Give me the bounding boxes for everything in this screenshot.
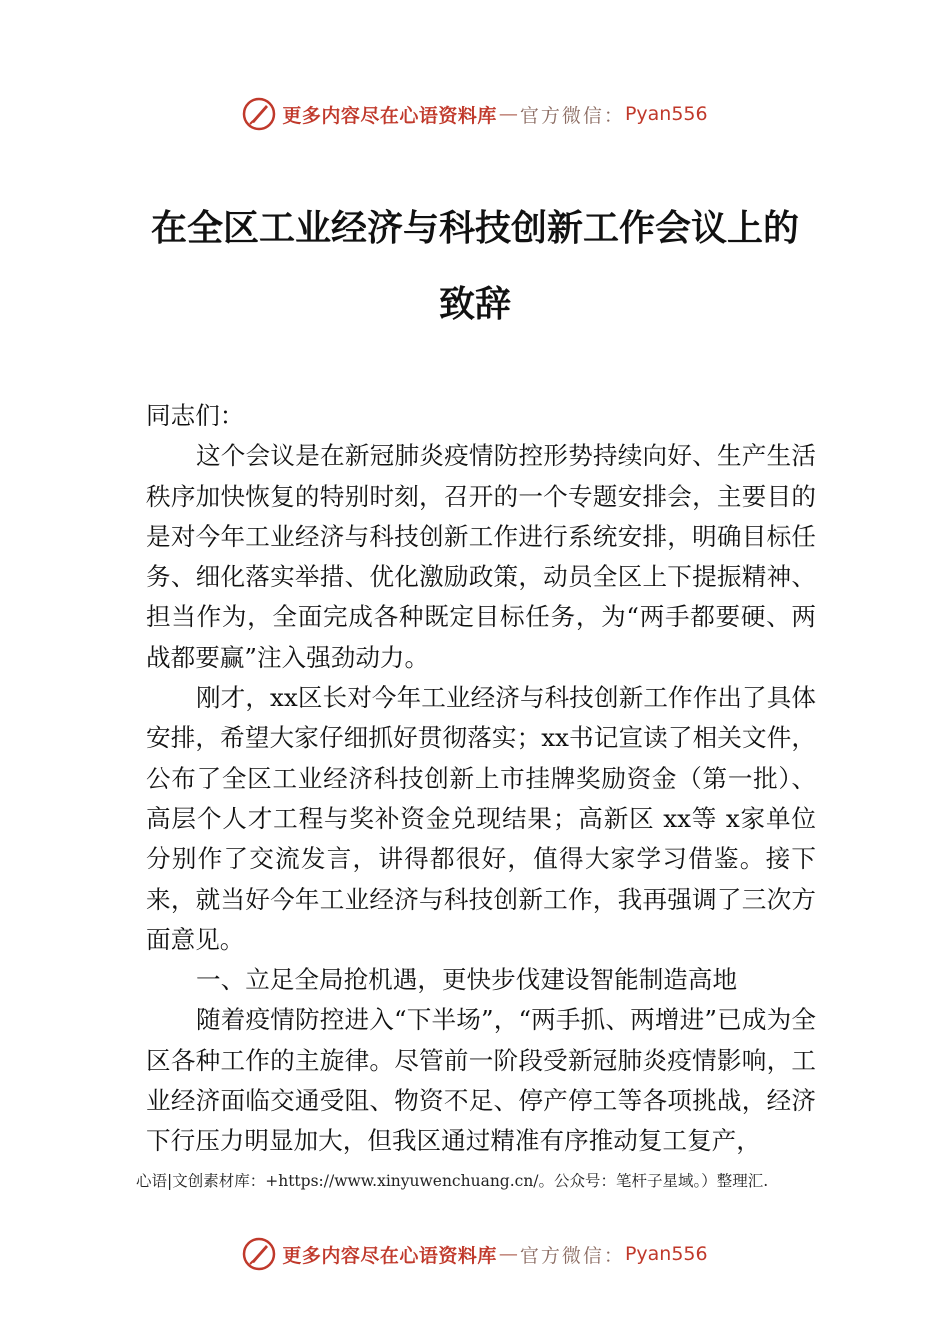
banner-slogan: 更多内容尽在心语资料库 [282,1244,497,1267]
paragraph-3: 随着疫情防控进入“下半场”，“两手抓、两增进”已成为全区各种工作的主旋律。尽管前一阶段受新冠肺炎疫情影响，工业经济面临交通受阻、物资不足、停产停工等各项挑战，经济下行压力明显加大，但我区通过精准有序推动复工复产， [146,1005,816,1156]
footer-source-note: 心语|文创素材库：+https://www.xinyuwenchuang.cn/。公众号：笔杆子星域。）整理汇. [136,1172,769,1190]
salutation: 同志们： [146,401,245,430]
banner-wechat-label: 官方微信： [519,104,625,127]
header-banner [0,92,950,136]
document-title-line1: 在全区工业经济与科技创新工作会议上的 [150,207,799,249]
footer-banner [0,1232,950,1276]
banner-dash: — [498,103,518,125]
paragraph-1: 这个会议是在新冠肺炎疫情防控形势持续向好、生产生活秩序加快恢复的特别时刻，召开的一个专题安排会，主要目的是对今年工业经济与科技创新工作进行系统安排，明确目标任务、细化落实举措、优化激励政策，动员全区上下提振精神、担当作为，全面完成各种既定目标任务，为“两手都要硬、两战都要赢”注入强劲动力。 [146,441,816,672]
banner-wechat-id: Pyan556 [624,1243,708,1265]
quill-logo-icon [242,1237,276,1271]
banner-wechat-id: Pyan556 [624,103,708,125]
paragraph-2: 刚才，xx区长对今年工业经济与科技创新工作作出了具体安排，希望大家仔细抓好贯彻落实；xx书记宣读了相关文件，公布了全区工业经济科技创新上市挂牌奖励资金（第一批）、高层个人才工程与奖补资金兑现结果；高新区 xx等 x家单位分别作了交流发言，讲得都很好，值得大家学习借鉴。接下来，就当好今年工业经济与科技创新工作，我再强调了三次方面意见。 [146,683,816,954]
quill-logo-icon [242,97,276,131]
document-title-line2: 致辞 [438,283,511,325]
banner-wechat-label: 官方微信： [519,1244,625,1267]
document-body [146,396,816,1162]
section-heading-1: 一、立足全局抢机遇，更快步伐建设智能制造高地 [196,965,738,995]
banner-dash: — [498,1243,518,1265]
banner-slogan: 更多内容尽在心语资料库 [282,104,497,127]
